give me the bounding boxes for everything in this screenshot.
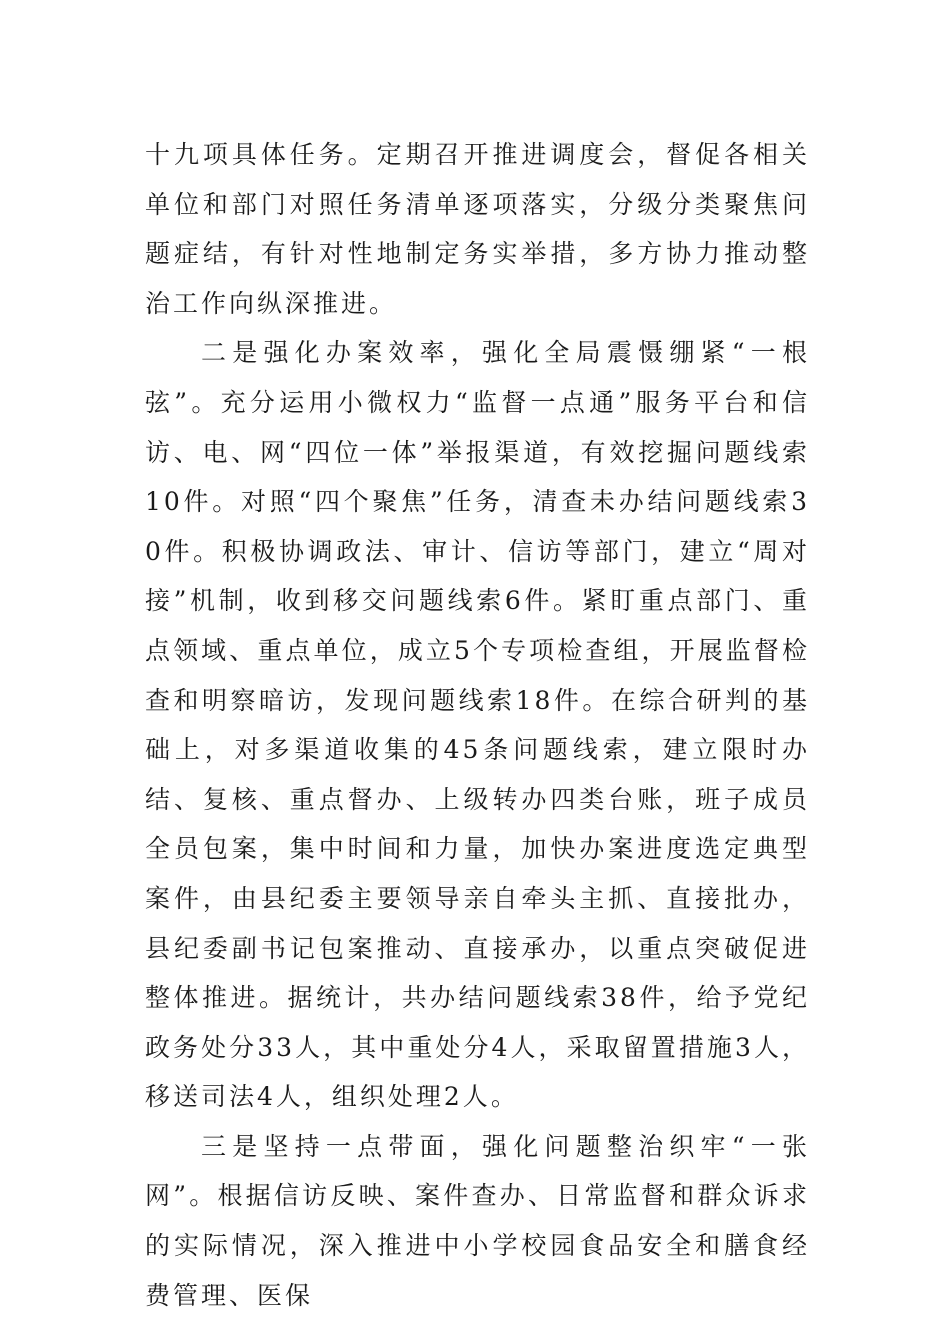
paragraph-problem-rectification: 三是坚持一点带面，强化问题整治织牢“一张网”。根据信访反映、案件查办、日常监督和群众诉求的实际情况，深入推进中小学校园食品安全和膳食经费管理、医保 — [145, 1131, 810, 1310]
paragraph-task-continuation: 十九项具体任务。定期召开推进调度会，督促各相关单位和部门对照任务清单逐项落实，分级分类聚焦问题症结，有针对性地制定务实举措，多方协力推动整治工作向纵深推进。 — [145, 140, 810, 318]
paragraph-case-efficiency: 二是强化办案效率，强化全局震慑绷紧“一根弦”。充分运用小微权力“监督一点通”服务平台和信访、电、网“四位一体”举报渠道，有效挖掘问题线索10件。对照“四个聚焦”任务，清查未办结问题线索30件。积极协调政法、审计、信访等部门，建立“周对接”机制，收到移交问题线索6件。紧盯重点部门、重点领域、重点单位，成立5个专项检查组，开展监督检查和明察暗访，发现问题线索18件。在综合研判的基础上，对多渠道收集的45条问题线索，建立限时办结、复核、重点督办、上级转办四类台账，班子成员全员包案，集中时间和力量，加快办案进度选定典型案件，由县纪委主要领导亲自牵头主抓、直接批办，县纪委副书记包案推动、直接承办，以重点突破促进整体推进。据统计，共办结问题线索38件，给予党纪政务处分33人，其中重处分4人，采取留置措施3人，移送司法4人，组织处理2人。 — [145, 338, 810, 1112]
document-body — [145, 130, 810, 1320]
